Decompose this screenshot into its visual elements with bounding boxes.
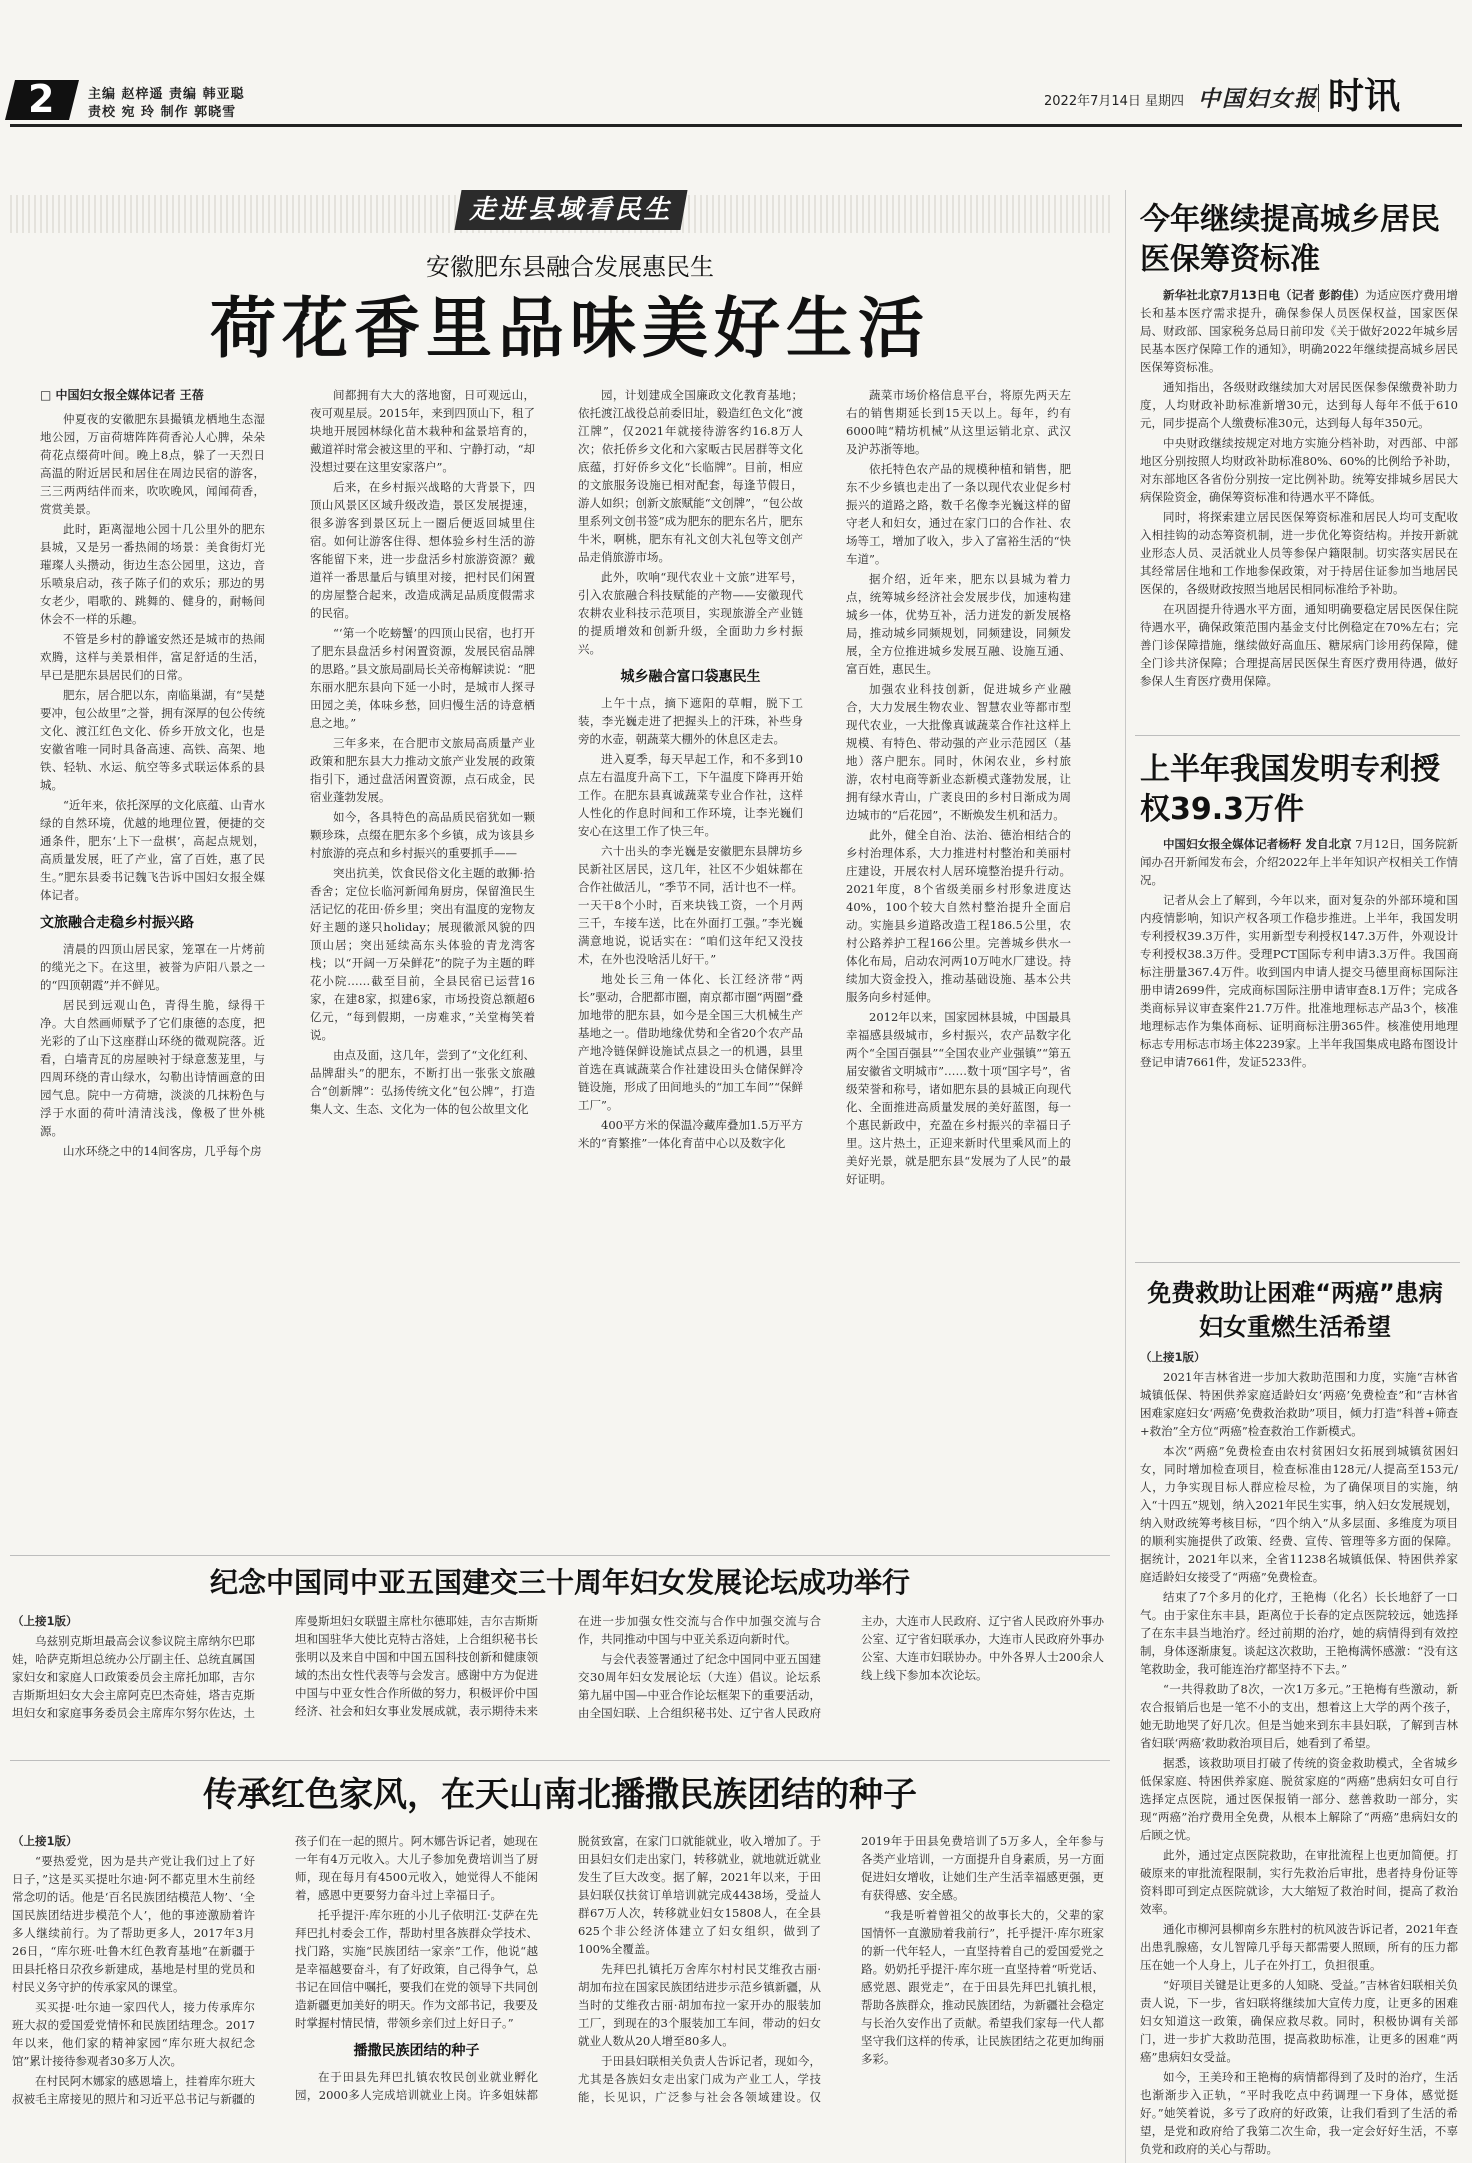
header-rule: [10, 124, 1462, 127]
side3-text: （上接1版） 2021年吉林省进一步加大救助范围和力度，实施“吉林省城镇低保、特困供养家庭适龄妇女‘两癌’免费检查”和“吉林省困难家庭妇女‘两癌’免费救治救助”项目，倾力打造“科普+筛查+救治”全方位“两癌”检查救治工作新模式。 本次“两癌”免费检查由农村贫困妇女拓展到城镇贫困妇女，同时增加检查项目，检查标准由128元/人提高至153元/人，力争实现目标人群应检尽检，为了确保项目的实施，纳入“十四五”规划，纳入2021年民生实事，纳入妇女发展规划，纳入财政统筹考核目标，“四个纳入”从多层面、多维度为项目的顺利实施提供了政策、经费、宣传、管理等多方面的保障。据统计，2021年以来，全省11238名城镇低保、特困供养家庭适龄妇女接受了“两癌”免费检查。 结束了7个多月的化疗，王艳梅（化名）长长地舒了一口气。由于家住东丰县，距离位于长春的定点医院较远，她选择了在东丰县当地治疗。经过前期的治疗，她的病情得到有效控制，身体逐渐康复。谈起这次救助，王艳梅满怀感激：“没有这笔救助金，我可能连治疗都坚持不下去。” “一共得救助了8次，一次1万多元。”王艳梅有些激动，新农合报销后也是一笔不小的支出，想着这上大学的两个孩子，她无助地哭了好几次。但是当她来到东丰县妇联，了解到吉林省妇联‘两癌’救助救治项目后，她看到了希望。 据悉，该救助项目打破了传统的资金救助模式，全省城乡低保家庭、特困供养家庭、脱贫家庭的“两癌”患病妇女可自行选择定点医院，通过医保报销一部分、慈善救助一部分，实现“两癌”治疗费用全免费，从根本上解除了“两癌”患病妇女的后顾之忧。 此外，通过定点医院救助，在审批流程上也更加简便。打破原来的审批流程限制，实行先救治后审批，患者持身份证等资料即可到定点医院就诊，大大缩短了救治时间，提高了救治效率。 通化市柳河县柳南乡东胜村的杭风波告诉记者，2021年查出患乳腺癌，女儿智障几乎每天都需要人照顾，所有的压力都压在她一个人身上，儿子在外打工，负担很重。 “好项目关键是让更多的人知晓、受益。”吉林省妇联相关负责人说，下一步，省妇联将继续加大宣传力度，让更多的困难妇女知道这一政策，确保应救尽救。同时，积极协调有关部门，进一步扩大救助范围，提高救助标准，让更多的困难“两癌”患病妇女受益。 如今，王美玲和王艳梅的病情都得到了及时的治疗，生活也渐渐步入正轨，“平时我吃点中药调理一下身体，感觉挺好。”她笑着说，多亏了政府的好政策，让我们看到了生活的希望，是党和政府给了我第二次生命，我一定会好好生活，不辜负党和政府的关心与帮助。: [1140, 1350, 1458, 2156]
side2-dateline: 中国妇女报全媒体记者杨籽 发自北京: [1163, 837, 1352, 851]
paper-name: 中国妇女报: [1198, 86, 1319, 112]
top-story-col-1: 仲夏夜的安徽肥东县撮镇龙栖地生态湿地公园，万亩荷塘阵阵荷香沁人心脾，朵朵荷花点缀荷叶间。晚上8点，躲了一天烈日高温的附近居民和居住在周边民宿的游客，三三两两结伴而来，吹吹晚风，闻闻荷香，赏赏美景。 此时，距离湿地公园十几公里外的肥东县城，又是另一番热闹的场景：美食街灯光璀璨人头攒动，街边生态公园里，这边，音乐喷泉启动，孩子陈子们的欢乐；那边的男女老少，唱歌的、跳舞的、健身的，耐畅间休会不一样的乐趣。 不管是乡村的静谧安然还是城市的热闹欢腾，这样与美景相伴，富足舒适的生活，早已是肥东县居民们的日常。 肥东，居合肥以东，南临巢湖，有“吴楚要冲，包公故里”之誉，拥有深厚的包公传统文化、渡江红色文化、侨乡开放文化，也是安徽省唯一同时具备高速、高铁、高架、地铁、轻轨、水运、航空等多式联运体系的县城。 “近年来，依托深厚的文化底蕴、山青水绿的自然环境，优越的地理位置，便捷的交通条件，肥东‘上下一盘棋’，高起点规划，高质量发展，旺了产业，富了百姓，惠了民生。”肥东县委书记魏飞告诉中国妇女报全媒体记者。 文旅融合走稳乡村振兴路 清晨的四顶山居民家，笼罩在一片烤前的缆光之下。在这里，被誉为庐阳八景之一的“四顶朝霞”并不鲜见。 居民到远观山色，青得生脆，绿得干净。大自然画师赋予了它们康德的态度，把光彩的了山下这座群山环绕的微观院落。近看，白墙青瓦的房屋映衬于绿意葱茏里，与四周环绕的青山绿水，勾勒出诗情画意的田园气息。院中一方荷塘，淡淡的几抹粉色与浮于水面的荷叶清清浅浅，像极了世外桃源。 山水环绕之中的14间客房，几乎每个房: [40, 412, 265, 1158]
side1-dateline: 新华社北京7月13日电（记者 彭韵佳）: [1163, 288, 1366, 302]
top-story-subhead-1: 文旅融合走稳乡村振兴路: [40, 915, 194, 931]
story3-text: （上接1版） “要热爱党，因为是共产党让我们过上了好日子，”这是买买提吐尔迪·阿不都克里木生前经常念叨的话。他是‘百名民族团结模范人物’、‘全国民族团结进步模范个人’，他的事迹激励着许多人继续前行。为了帮助更多人，2017年3月26日，“库尔班·吐鲁木红色教育基地”在新疆于田县托格日尕孜乡新建成，基地是村里的党员和村民义务守护的传承家风的课堂。 买买提·吐尔迪一家四代人，接力传承库尔班大叔的爱国爱党情怀和民族团结理念。2017年以来，他们家的精神家园“库尔班大叔纪念馆”累计接待参观者30多万人次。 在村民阿木娜家的感恩墙上，挂着库尔班大叔被毛主席接见的照片和习近平总书记与新疆的孩子们在一起的照片。阿木娜告诉记者，她现在一年有4万元收入。大儿子参加免费培训当了厨师，现在每月有4500元收入，她觉得人不能闲着，感恩中更要努力奋斗过上幸福日子。 托乎提汗·库尔班的小儿子依明江·艾萨在先拜巴扎村委会工作，帮助村里各族群众学技术、找门路，实施“民族团结一家亲”工作，他说“越是幸福越要奋斗，有了好政策，自己得争气，总书记在回信中嘱托，要我们在党的领导下共同创造新疆更加美好的明天。作为文部书记，我要及时掌握村情民情，带领乡亲们过上好日子。” 播撒民族团结的种子 在于田县先拜巴扎镇农牧民创业就业孵化园，2000多人完成培训就业上岗。许多姐妹都脱贫致富，在家门口就能就业，收入增加了。于田县妇女们走出家门，转移就业，就地就近就业发生了巨大改变。据了解，2021年以来，于田县妇联仅扶贫订单培训就完成4438场，受益人群67万人次，转移就业妇女15808人，在全县625个非公经济体建立了妇女组织，做到了100%全覆盖。 先拜巴扎镇托万舍库尔村村民艾维孜古丽·胡加布拉在国家民族团结进步示范乡镇新疆，从当时的艾维孜古丽·胡加布拉一家开办的服装加工厂，到现在的3个服装加工车间，带动的妇女就业人数从20人增至80多人。 于田县妇联相关负责人告诉记者，现如今，尤其是各族妇女走出家门成为产业工人，学技能，长见识，广泛参与社会各领域建设。仅2019年于田县免费培训了5万多人，全年参与各类产业培训，一方面提升自身素质，另一方面促进妇女增收，让她们生产生活幸福感更强，更有获得感、安全感。 “我是听着曾祖父的故事长大的，父辈的家国情怀一直激励着我前行”，托乎提汗·库尔班家的新一代年轻人，一直坚持着自己的爱国爱党之路。奶奶托乎提汗·库尔班一直坚持着“听党话、感党恩、跟党走”，在于田县先拜巴扎镇扎根，帮助各族群众，推动民族团结，为新疆社会稳定与长治久安作出了贡献。希望我们家每一代人都坚守我们这样的传承，让民族团结之花更加绚丽多彩。: [12, 1834, 1104, 2106]
editors-line-2: 责校 宛 玲 制作 郭晓雪: [88, 105, 237, 120]
page-number: 2: [28, 77, 55, 121]
side1-bottom-rule: [1135, 735, 1460, 736]
side2-title: 上半年我国发明专利授权39.3万件: [1140, 752, 1440, 827]
side2-text: 中国妇女报全媒体记者杨籽 发自北京 7月12日，国务院新闻办召开新闻发布会，介绍2022年上半年知识产权相关工作情况。 记者从会上了解到，今年以来，面对复杂的外部环境和国内疫情影响，知识产权各项工作稳步推进。上半年，我国发明专利授权39.3万件，实用新型专利授权147.3万件，外观设计专利授权38.3万件。受理PCT国际专利申请3.3万件。我国商标注册量367.4万件。收到国内申请人提交马德里商标国际注册申请2699件，完成商标国际注册申请审查8.1万件；完成各类商标异议审查案件21.7万件。批准地理标志产品3个，核准地理标志作为集体商标、证明商标注册365件。核准使用地理标志专用标志市场主体2239家。上半年我国集成电路布图设计登记申请7661件，发证5233件。: [1140, 837, 1458, 1069]
story3-subhead: 播撒民族团结的种子: [353, 2043, 480, 2059]
sidebar-divider: [1125, 190, 1126, 2163]
top-story-byline: □ 中国妇女报全媒体记者 王蓓: [40, 388, 204, 402]
section-name: 时讯: [1328, 76, 1401, 117]
story2-text: （上接1版） 乌兹别克斯坦最高会议参议院主席纳尔巴耶娃，哈萨克斯坦总统办公厅副主任、总统直属国家妇女和家庭人口政策委员会主席托加耶，吉尔吉斯斯坦妇女大会主席阿克巴杰奇娃，塔吉克斯坦妇女和家庭事务委员会主席库尔努尔佐达，土库曼斯坦妇女联盟主席杜尔德耶娃，吉尔吉斯斯坦和国驻华大使比克特古洛娃，上合组织秘书长张明以及来自中国和中国五国科技创新和健康领域的杰出女性代表等与会发言。感谢中方为促进中国与中亚女性合作所做的努力，积极评价中国经济、社会和妇女事业发展成就，表示期待未来在进一步加强女性交流与合作中加强交流与合作，共同推动中国与中亚关系迈向新时代。 与会代表签署通过了纪念中国同中亚五国建交30周年妇女发展论坛（大连）倡议。论坛系第九届中国—中亚合作论坛框架下的重要活动，由全国妇联、上合组织秘书处、辽宁省人民政府主办，大连市人民政府、辽宁省人民政府外事办公室、辽宁省妇联承办，大连市人民政府外事办公室、大连市妇联协办。中外各界人士200余人线上线下参加本次论坛。: [12, 1614, 1104, 1720]
story2-title: 纪念中国同中亚五国建交三十周年妇女发展论坛成功举行: [209, 1566, 910, 1599]
story3-title: 传承红色家风，在天山南北播撒民族团结的种子: [203, 1775, 917, 1815]
top-story-col-4: 蔬菜市场价格信息平台，将原先两天左右的销售期延长到15天以上。每年，约有6000吨“精坊机械”从这里运销北京、武汉及沪苏浙等地。 依托特色农产品的规模种植和销售，肥东不少乡镇也走出了一条以现代农业促乡村振兴的道路之路，数千名像李光巍这样的留守老人和妇女，通过在家门口的合作社、农场等工，增加了收入，步入了富裕生活的“快车道”。 据介绍，近年来，肥东以县城为着力点，统筹城乡经济社会发展步伐，加速构建城乡一体，优势互补，活力迸发的新发展格局，推动城乡同频规划，同频建设，同频发展，全方位推进城乡发展互融、设施互通、富百姓，惠民生。 加强农业科技创新，促进城乡产业融合，大力发展生物农业、智慧农业等都市型现代农业，一大批像真诚蔬菜合作社这样上规模、有特色、带动强的产业示范园区（基地）落户肥东。同时，休闲农业，乡村旅游，农村电商等新业态新模式蓬勃发展，让拥有绿水青山，广袤良田的乡村日渐成为周边城市的“后花园”，不断焕发生机和活力。 此外，健全自治、法治、德治相结合的乡村治理体系，大力推进村村整治和美丽村庄建设，开展农村人居环境整治提升行动。2021年度，8个省级美丽乡村形象进度达40%，100个较大自然村整治提升全面启动。实施县乡道路改造工程186.5公里，农村公路养护工程166公里。完善城乡供水一体化布局，启动农河两10万吨水厂建设。持续加大资金投入，推动基础设施、基本公共服务向乡村延伸。 2012年以来，国家园林县城，中国最具幸福感县级城市，乡村振兴，农产品数字化两个“全国百强县”“全国农业产业强镇”“第五届安徽省文明城市”……数十项“国字号”，省级荣誉和称号，诸如肥东县的县城正向现代化、全面推进高质量发展的美好蓝图，每一个惠民新政中，充盈在乡村振兴的幸福日子里。这片热土，正迎来新时代里乘风而上的美好光景，就是肥东县“发展为了人民”的最好证明。: [846, 388, 1071, 1186]
top-story-col-3: 园，计划建成全国廉政文化教育基地；依托渡江战役总前委旧址，毅造红色文化“渡江牌”，仅2021年就接待游客约16.8万人次；依托侨乡文化和六家畈古民居群等文化底蕴，打好侨乡文化“长临牌”。目前，相应的文旅服务设施已相对配套，每逢节假日，游人如织；创新文旅赋能“文创牌”，“包公故里系列文创书签”成为肥东的肥东名片，肥东牛米，啊桃，肥东有礼文创大礼包等文创产品走俏旅游市场。 此外，吹响“现代农业＋文旅”进军号，引入农旅融合科技赋能的产物——安徽现代农耕农业科技示范项目，实现旅游全产业链的提质增效和创新升级，全面助力乡村振兴。 城乡融合富口袋惠民生 上午十点，摘下遮阳的草帽，脱下工装，李光巍走进了把握头上的汗珠，补些身旁的水壶，朝蔬菜大棚外的休息区走去。 进入夏季，每天早起工作，和不多到10点左右温度升高下工，下午温度下降再开始工作。在肥东县真诚蔬菜专业合作社，这样人性化的作息时间和工作环境，让李光巍们安心在这里工作了快三年。 六十出头的李光巍是安徽肥东县牌坊乡民新社区居民，这几年，社区不少姐妹都在合作社做活儿，“季节不同，活计也不一样。一天干8个小时，百来块钱工资，一个月两三千，车接车送，比在外面打工强。”李光巍满意地说，说话实在：“咱们这年纪又没技术，在外也没啥活儿好干。” 地处长三角一体化、长江经济带“两长”驱动，合肥都市圈，南京都市圈“两圈”叠加地带的肥东县，如今是全国三大机械生产基地之一。借助地缘优势和全省20个农产品产地冷链保鲜设施试点县之一的机遇，县里首选在真诚蔬菜合作社建设田头仓储保鲜冷链设施，形成了田间地头的“加工车间”“保鲜工厂”。 400平方米的保温冷藏库叠加1.5万平方米的“育繁推”一体化育苗中心以及数字化: [578, 388, 803, 1150]
side2-bottom-rule: [1135, 1262, 1460, 1263]
top-story-subtitle: 安徽肥东县融合发展惠民生: [426, 253, 714, 281]
top-story-col-2: 间都拥有大大的落地窗，日可观远山，夜可观星辰。2015年，来到四顶山下，租了块地开展园林绿化苗木栽种和盆景培育的，戴道祥时常会被这里的平和、宁静打动，“却没想过要在这里安家落户”。 后来，在乡村振兴战略的大背景下，四顶山风景区区域升级改造，景区发展提速，很多游客到景区玩上一圈后便返回城里住宿。如何让游客住得、想体验乡村生活的游客能留下来，进一步盘活乡村旅游资源？戴道祥一番思量后与镇里对接，把村民们闲置的房屋整合起来，改造成满足品质度假需求的民宿。 “‘第一个吃螃蟹’的四顶山民宿，也打开了肥东县盘活乡村闲置资源，发展民宿品牌的思路。”县文旅局副局长关帝梅解读说：“肥东丽水肥东县向下延一小时，是城市人探寻田园之美，体味乡愁，回归慢生活的诗意栖息之地。” 三年多来，在合肥市文旅局高质量产业政策和肥东县大力推动文旅产业发展的政策指引下，通过盘活闲置资源，点石成金，民宿业蓬勃发展。 如今，各具特色的高品质民宿犹如一颗颗珍珠，点缀在肥东多个乡镇，成为该县乡村旅游的亮点和乡村振兴的重要抓手—— 突出抗美，饮食民俗文化主题的敢狮·拾香舍；定位长临河新闻角厨房，保留渔民生活记忆的花田·侨乡里；突出有温度的宠物友好主题的遂只holiday；展现徽派风貌的四顶山居；突出延续高东头体验的青龙湾客栈；以“开阔一万朵鲜花”的院子为主题的畔花小院……截至目前，全县民宿已运营16家，在建8家，拟建6家，市场投资总额超6亿元，“每到假期，一房难求，”关堂梅笑着说。 由点及面，这几年，尝到了“文化红利、品牌甜头”的肥东，不断打出一张张文旅融合“创新牌”：弘扬传统文化“包公牌”，打造集人文、生态、文化为一体的包公故里文化: [310, 388, 535, 1116]
page-header: [0, 0, 1472, 120]
issue-date: 2022年7月14日 星期四: [1044, 94, 1185, 109]
side3-title: 免费救助让困难“两癌”患病妇女重燃生活希望: [1147, 1279, 1443, 1341]
editors-line-1: 主编 赵梓遥 责编 韩亚聪: [88, 87, 245, 102]
header-divider: [1318, 84, 1319, 112]
top-story-subhead-2: 城乡融合富口袋惠民生: [620, 669, 761, 685]
top-story-bottom-rule: [10, 1555, 1110, 1556]
top-story-title: 荷花香里品味美好生活: [210, 290, 930, 367]
top-story-banner-text: 走进县域看民生: [469, 195, 673, 225]
side1-title: 今年继续提高城乡居民医保筹资标准: [1140, 202, 1440, 277]
story2-bottom-rule: [10, 1760, 1110, 1761]
side1-text: 新华社北京7月13日电（记者 彭韵佳）为适应医疗费用增长和基本医疗需求提升，确保参保人员医保权益，国家医保局、财政部、国家税务总局日前印发《关于做好2022年城乡居民基本医疗保障工作的通知》，明确2022年继续提高城乡居民医保筹资标准。 通知指出，各级财政继续加大对居民医保参保缴费补助力度，人均财政补助标准新增30元，达到每人每年不低于610元，同步提高个人缴费标准30元，达到每人每年350元。 中央财政继续按规定对地方实施分档补助，对西部、中部地区分别按照人均财政补助标准80%、60%的比例给予补助，对东部地区各省份分别按一定比例补助。统筹安排城乡居民大病保险资金，确保筹资标准和待遇水平不降低。 同时，将探索建立居民医保筹资标准和居民人均可支配收入相挂钩的动态筹资机制，进一步优化筹资结构。并按开新就业形态人员、灵活就业人员等参保户籍限制。切实落实居民在其经常居住地和工作地参保政策，对于持居住证参加当地居民医保的，各级财政按照当地居民相同标准给予补助。 在巩固提升待遇水平方面，通知明确要稳定居民医保住院待遇水平，确保政策范围内基金支付比例稳定在70%左右；完善门诊保障措施，继续做好高血压、糖尿病门诊用药保障，健全门诊共济保障；合理提高居民医保生育医疗费用待遇，做好参保人生育医疗费用保障。: [1140, 288, 1458, 688]
